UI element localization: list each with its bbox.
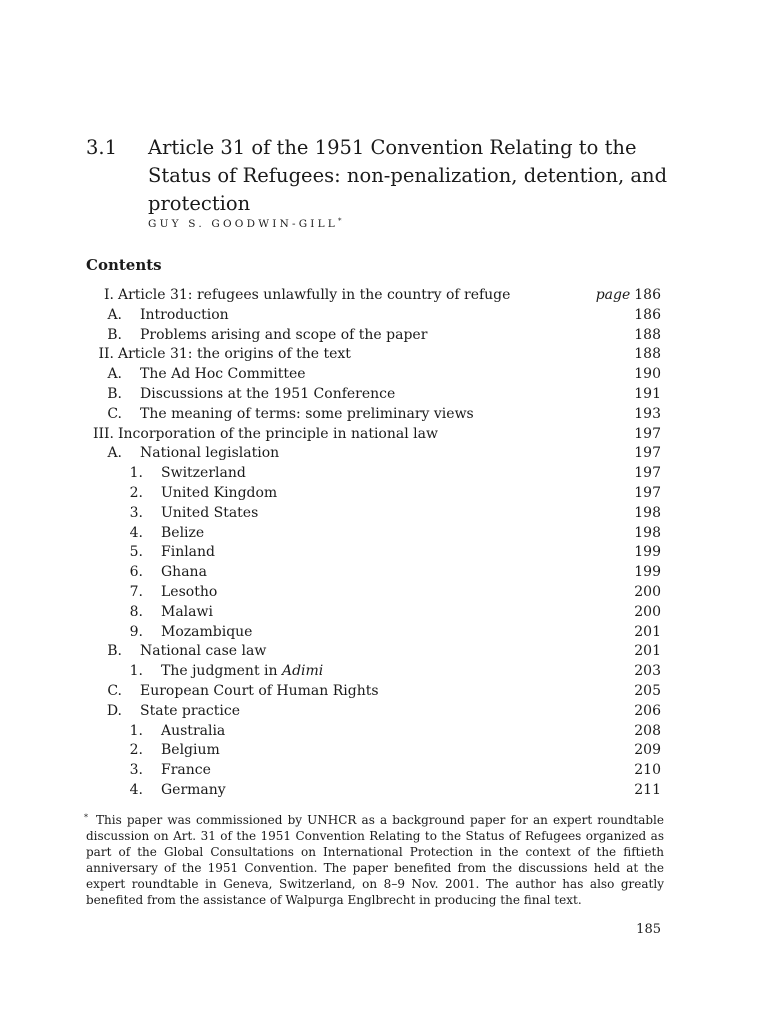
toc-entry-text: Discussions at the 1951 Conference (140, 386, 396, 402)
toc-entry[interactable] (0, 345, 768, 365)
toc-entry-title (140, 326, 427, 344)
toc-entry-text: The Ad Hoc Committee (140, 366, 306, 383)
toc-page-number: 198 (634, 504, 661, 521)
toc-entry-text: Finland (161, 544, 216, 561)
toc-entry-page (634, 603, 661, 621)
footnote-text: This paper was commissioned by UNHCR as a background paper for an expert roundtable discussion on Art. 31 of the 1951 Convention Relating to the Status of Refugees organized as part of the Global Consultations on International Protection in the context of the fiftieth anniversary of the 1951 Convention. The paper benefited from the discussions held at the expert roundtable in Geneva, Switzerland, on 8–9 Nov. 2001. The author has also greatly benefited from the assistance of Walpurga Englbrecht in producing the final text. (86, 813, 664, 907)
toc-entry-page (634, 781, 661, 799)
toc-entry[interactable] (0, 405, 768, 425)
toc-entry[interactable] (0, 642, 768, 662)
toc-entry[interactable] (0, 761, 768, 781)
toc-page-number: 210 (634, 762, 661, 779)
toc-entry-title (140, 385, 395, 403)
toc-entry-title (140, 642, 266, 660)
footnote (86, 812, 664, 908)
toc-page-number: 197 (634, 445, 661, 462)
toc-page-number: 206 (634, 702, 661, 719)
toc-page-number: 201 (634, 643, 661, 660)
toc-page-number: 188 (634, 326, 661, 343)
toc-entry[interactable] (0, 365, 768, 385)
toc-entry-page (634, 345, 661, 363)
author-footnote-mark[interactable]: * (337, 217, 342, 225)
toc-entry-page (634, 583, 661, 601)
toc-entry-label: 9. (129, 623, 143, 640)
toc-entry-title (161, 603, 213, 621)
toc-entry-label: II. (98, 346, 114, 363)
toc-page-number: 197 (634, 485, 661, 501)
toc-entry-label: A. (107, 445, 122, 462)
toc-entry[interactable] (0, 464, 768, 484)
toc-entry-label: A. (107, 306, 122, 323)
toc-entry-text: Incorporation of the principle in national law (118, 425, 438, 442)
toc-entry-page (634, 484, 661, 502)
toc-page-number: 197 (634, 425, 661, 442)
toc-entry-page (634, 425, 661, 443)
toc-entry-label: 4. (129, 524, 143, 541)
toc-entry-title (161, 504, 258, 522)
toc-entry-label: 1. (129, 465, 143, 482)
toc-entry-text: Article 31: the origins of the text (118, 346, 351, 363)
toc-entry-title (161, 583, 217, 601)
chapter-number: 3.1 (86, 136, 118, 159)
toc-page-number: 211 (634, 782, 661, 798)
toc-entry-title (161, 484, 277, 502)
toc-entry-label: 4. (129, 782, 143, 798)
toc-entry-page (634, 662, 661, 680)
toc-page-number: 203 (634, 663, 661, 680)
toc-entry[interactable] (0, 563, 768, 583)
toc-entry-text: Switzerland (161, 465, 246, 482)
toc-entry-label: A. (107, 366, 122, 383)
toc-entry-text: Germany (161, 782, 226, 798)
toc-entry-title (140, 702, 240, 720)
toc-page-number: 199 (634, 564, 661, 581)
toc-entry-text: Belize (161, 524, 205, 541)
footnote-mark: * (84, 813, 88, 822)
toc-page-number: 197 (634, 465, 661, 482)
toc-entry-title (161, 543, 215, 561)
toc-entry[interactable] (0, 603, 768, 623)
toc-entry-label: C. (107, 405, 122, 422)
toc-entry[interactable] (0, 286, 768, 306)
toc-entry-title (140, 306, 229, 324)
toc-entry[interactable] (0, 623, 768, 643)
toc-entry-page (634, 623, 661, 641)
toc-entry-title (161, 524, 204, 542)
toc-page-number: 201 (634, 623, 661, 640)
toc-entry-text: Lesotho (161, 584, 218, 600)
toc-entry-title (118, 425, 438, 443)
toc-entry-text: European Court of Human Rights (140, 683, 379, 699)
toc-entry[interactable] (0, 543, 768, 563)
author-name: GUY S. GOODWIN-GILL (148, 218, 338, 230)
toc-page-number: 193 (634, 405, 661, 422)
toc-entry-title (161, 464, 246, 482)
toc-entry-page (634, 741, 661, 759)
toc-entry-text: Australia (161, 722, 226, 739)
toc-page-number: 198 (634, 524, 661, 541)
toc-entry-label: 8. (129, 603, 143, 620)
toc-entry-label: I. (104, 287, 114, 303)
toc-entry-label: 5. (129, 544, 143, 561)
toc-entry-page (634, 722, 661, 740)
toc-entry-text: Problems arising and scope of the paper (140, 326, 428, 343)
toc-entry-text: The meaning of terms: some preliminary views (140, 405, 474, 422)
toc-page-number: 188 (634, 346, 661, 363)
toc-entry-text: Ghana (161, 564, 207, 581)
toc-page-number: 186 (634, 306, 661, 323)
contents-heading: Contents (86, 256, 162, 274)
toc-page-number: 209 (634, 742, 661, 759)
toc-entry-page (634, 365, 661, 383)
toc-entry-italic-text: Adimi (281, 663, 324, 680)
toc-entry[interactable] (0, 425, 768, 445)
toc-entry-page (634, 385, 661, 403)
toc-entry-text: Mozambique (161, 623, 253, 640)
toc-entry-label: 2. (129, 485, 143, 501)
toc-entry-title (161, 722, 225, 740)
toc-entry-page (634, 761, 661, 779)
toc-entry-page (634, 504, 661, 522)
toc-entry-page (634, 702, 661, 720)
toc-entry-label: 2. (129, 742, 143, 759)
toc-entry[interactable] (0, 741, 768, 761)
toc-entry[interactable] (0, 682, 768, 702)
toc-entry-title (140, 405, 474, 423)
toc-entry[interactable] (0, 306, 768, 326)
toc-entry-label: 6. (129, 564, 143, 581)
toc-entry-title (161, 563, 207, 581)
toc-page-number: 190 (634, 366, 661, 383)
toc-page-number: 199 (634, 544, 661, 561)
chapter-title: Article 31 of the 1951 Convention Relating to the Status of Refugees: non-penalization, detention, and protection (148, 136, 668, 215)
toc-entry[interactable] (0, 781, 768, 801)
toc-entry-page (634, 464, 661, 482)
page-number: 185 (636, 922, 661, 937)
toc-entry-label: C. (107, 683, 122, 699)
toc-entry-page (596, 286, 661, 304)
toc-entry-title (161, 741, 220, 759)
toc-entry-label: 3. (129, 504, 143, 521)
toc-entry-page (634, 682, 661, 700)
toc-entry-title (161, 623, 252, 641)
toc-entry[interactable] (0, 524, 768, 544)
toc-page-number: 205 (634, 683, 661, 699)
toc-entry[interactable] (0, 583, 768, 603)
toc-entry-label: D. (106, 702, 122, 719)
toc-entry[interactable] (0, 702, 768, 722)
toc-entry-text: Malawi (161, 603, 213, 620)
toc-entry-page (634, 444, 661, 462)
toc-entry-page (634, 306, 661, 324)
toc-entry-page (634, 563, 661, 581)
toc-entry[interactable] (0, 385, 768, 405)
toc-entry-text: United States (161, 504, 259, 521)
toc-entry-label: B. (107, 643, 122, 660)
toc-entry-title (140, 365, 306, 383)
toc-entry-label: 3. (129, 762, 143, 779)
toc-page-number: 191 (634, 386, 661, 402)
toc-entry-title (140, 682, 379, 700)
toc-entry-title (161, 761, 211, 779)
toc-entry-page (634, 524, 661, 542)
toc-entry-page (634, 642, 661, 660)
toc-entry-label: 1. (129, 722, 143, 739)
toc-entry-title (161, 781, 226, 799)
toc-entry[interactable] (0, 504, 768, 524)
toc-entry-text: France (161, 762, 211, 779)
toc-entry-label: 7. (129, 584, 143, 600)
toc-entry-title (140, 444, 279, 462)
toc-entry-text: State practice (140, 702, 240, 719)
toc-entry[interactable] (0, 662, 768, 682)
toc-entry-label: B. (107, 386, 122, 402)
toc-entry[interactable] (0, 326, 768, 346)
toc-page-number: 186 (634, 287, 661, 303)
author-line (148, 218, 341, 230)
toc-entry-label: III. (92, 425, 114, 442)
toc-entry-title (118, 286, 510, 304)
toc-entry[interactable] (0, 722, 768, 742)
toc-entry-text: The judgment in (161, 663, 282, 680)
toc-entry-page (634, 543, 661, 561)
toc-entry-label: B. (107, 326, 122, 343)
toc-entry[interactable] (0, 444, 768, 464)
toc-entry-page (634, 326, 661, 344)
toc-entry-label: 1. (129, 663, 143, 680)
toc-entry-text: Introduction (140, 306, 229, 323)
toc-entry-text: United Kingdom (161, 485, 278, 501)
page-word: page (595, 287, 631, 303)
toc-page-number: 200 (634, 584, 661, 600)
toc-page-number: 200 (634, 603, 661, 620)
toc-entry-page (634, 405, 661, 423)
toc-page-number: 208 (634, 722, 661, 739)
toc-entry-title (161, 662, 323, 680)
toc-entry-text: Belgium (161, 742, 220, 759)
toc-entry-text: Article 31: refugees unlawfully in the country of refuge (118, 287, 511, 303)
toc-entry-text: National case law (140, 643, 267, 660)
toc-entry[interactable] (0, 484, 768, 504)
toc-entry-text: National legislation (140, 445, 280, 462)
toc-entry-title (118, 345, 351, 363)
